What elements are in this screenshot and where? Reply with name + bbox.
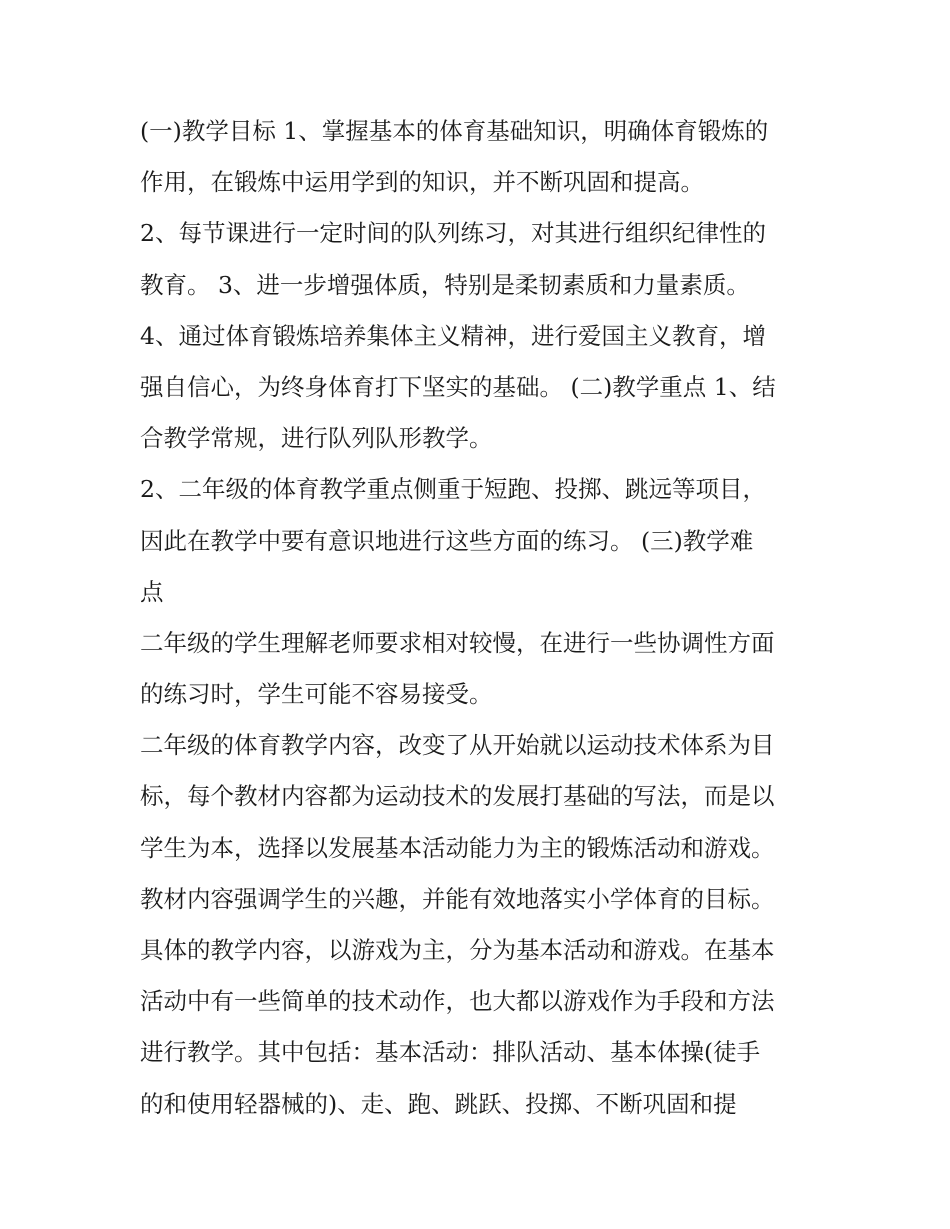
text-line-16: 教材内容强调学生的兴趣，并能有效地落实小学体育的目标。 [140, 884, 775, 913]
text-line-18: 活动中有一些简单的技术动作，也大都以游戏作为手段和方法 [140, 987, 775, 1016]
text-line-7: 合教学常规，进行队列队形教学。 [140, 424, 493, 453]
text-line-4: 教育。 3、进一步增强体质，特别是柔韧素质和力量素质。 [140, 270, 750, 299]
body-text [140, 106, 820, 1130]
text-line-13: 二年级的体育教学内容，改变了从开始就以运动技术体系为目 [140, 731, 775, 760]
text-line-19: 进行教学。其中包括：基本活动：排队活动、基本体操(徒手 [140, 1038, 761, 1067]
text-line-8: 2、二年级的体育教学重点侧重于短跑、投掷、跳远等项目， [140, 475, 766, 504]
text-line-5: 4、通过体育锻炼培养集体主义精神，进行爱国主义教育，增 [140, 321, 766, 350]
text-line-3: 2、每节课进行一定时间的队列练习，对其进行组织纪律性的 [140, 219, 766, 248]
text-line-6: 强自信心，为终身体育打下坚实的基础。 (二)教学重点 1、结 [140, 372, 776, 401]
text-line-2: 作用，在锻炼中运用学到的知识，并不断巩固和提高。 [140, 168, 704, 197]
text-line-17: 具体的教学内容，以游戏为主，分为基本活动和游戏。在基本 [140, 936, 775, 964]
text-line-12: 的练习时，学生可能不容易接受。 [140, 680, 493, 709]
text-line-20: 的和使用轻器械的)、走、跑、跳跃、投掷、不断巩固和提 [140, 1089, 737, 1118]
text-line-11: 二年级的学生理解老师要求相对较慢，在进行一些协调性方面 [140, 628, 775, 657]
text-line-14: 标，每个教材内容都为运动技术的发展打基础的写法，而是以 [140, 782, 775, 811]
text-line-10: 点 [140, 577, 164, 606]
text-line-9: 因此在教学中要有意识地进行这些方面的练习。 (三)教学难 [140, 526, 754, 555]
text-line-1: (一)教学目标 1、掌握基本的体育基础知识，明确体育锻炼的 [140, 117, 769, 145]
text-line-15: 学生为本，选择以发展基本活动能力为主的锻炼活动和游戏。 [140, 833, 775, 862]
